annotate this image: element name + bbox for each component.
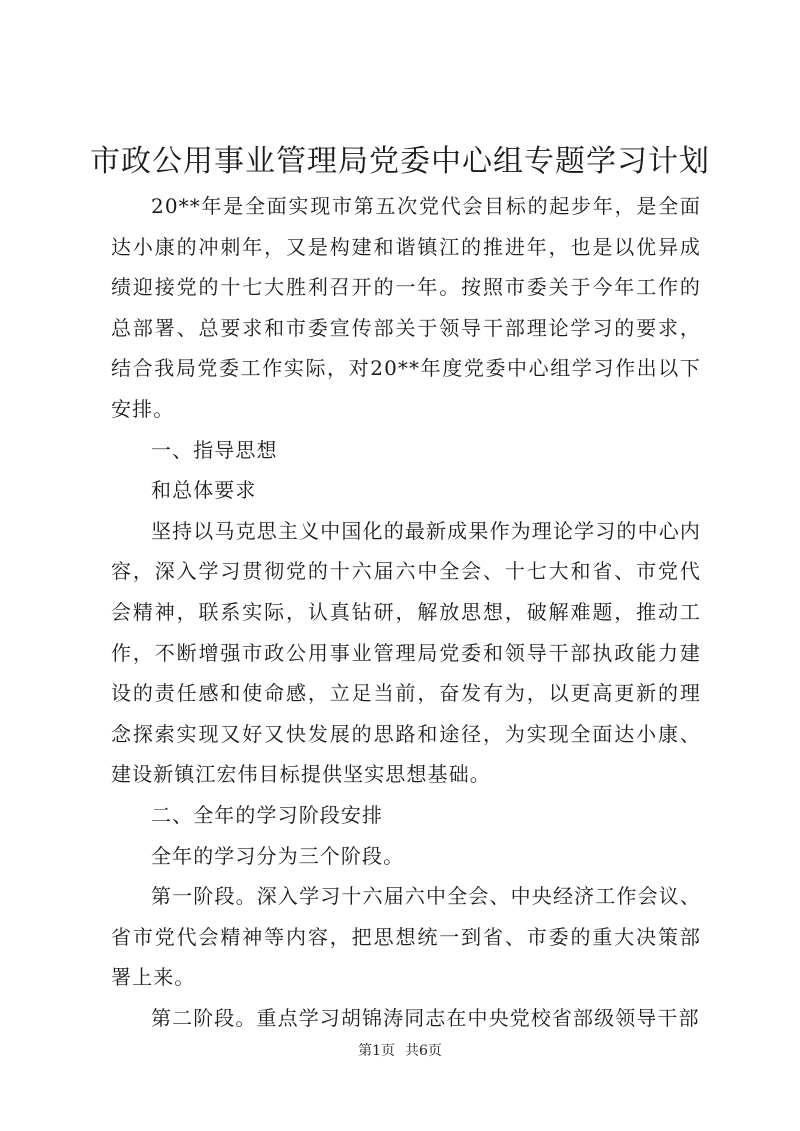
section-heading-1-continued: 和总体要求 bbox=[151, 478, 257, 503]
paragraph-stage-one: 第一阶段。深入学习十六届六中全会、中央经济工作会议、省市党代会精神等内容，把思想统一到省、市委的重大决策部署上来。 bbox=[111, 884, 701, 990]
document-title: 市政公用事业管理局党委中心组专题学习计划 bbox=[90, 144, 710, 179]
document-body bbox=[111, 186, 701, 1038]
paragraph-guiding-thought: 坚持以马克思主义中国化的最新成果作为理论学习的中心内容，深入学习贯彻党的十六届六中全会、十七大和省、市党代会精神，联系实际，认真钻研，解放思想，破解难题，推动工作，不断增强市政公用事业管理局党委和领导干部执政能力建设的责任感和使命感，立足当前，奋发有为，以更高更新的理念探索实现又好又快发展的思路和途径，为实现全面达小康、建设新镇江宏伟目标提供坚实思想基础。 bbox=[111, 518, 701, 787]
paragraph-stage-two: 第二阶段。重点学习胡锦涛同志在中央党校省部级领导干部 bbox=[151, 1005, 700, 1030]
page-number: 第1页 bbox=[358, 1043, 395, 1059]
paragraph-intro: 20**年是全面实现市第五次党代会目标的起步年，是全面达小康的冲刺年，又是构建和谐镇江的推进年，也是以优异成绩迎接党的十七大胜利召开的一年。按照市委关于今年工作的总部署、总要求和市委宣传部关于领导干部理论学习的要求，结合我局党委工作实际，对20**年度党委中心组学习作出以下安排。 bbox=[111, 194, 701, 421]
page-total: 共6页 bbox=[405, 1043, 442, 1059]
page-footer bbox=[0, 1042, 800, 1060]
paragraph-three-stages: 全年的学习分为三个阶段。 bbox=[151, 843, 405, 868]
section-heading-2: 二、全年的学习阶段安排 bbox=[151, 802, 384, 827]
section-heading-1: 一、指导思想 bbox=[151, 437, 278, 462]
